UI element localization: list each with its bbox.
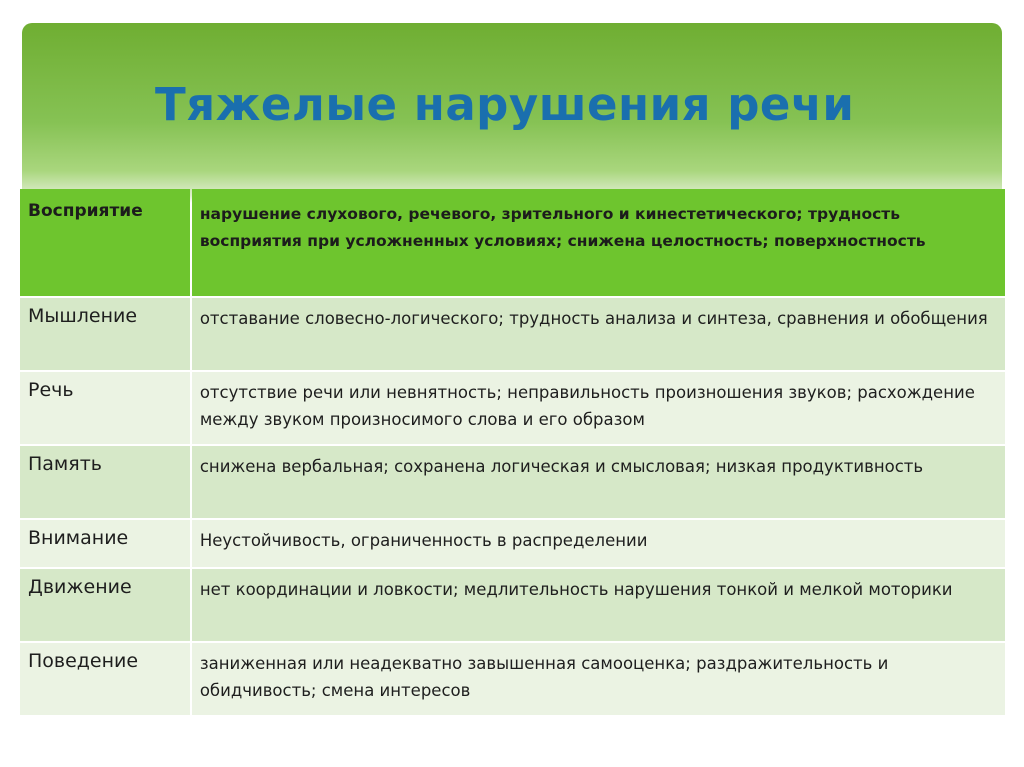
row-parameter: Память	[20, 446, 190, 518]
table-row	[20, 569, 1005, 641]
speech-disorders-table	[18, 187, 1007, 717]
table-row	[20, 298, 1005, 370]
row-description: заниженная или неадекватно завышенная самооценка; раздражительность и обидчивость; смена интересов	[192, 643, 1005, 715]
row-description: отставание словесно-логического; трудность анализа и синтеза, сравнения и обобщения	[192, 298, 1005, 370]
row-description: отсутствие речи или невнятность; неправильность произношения звуков; расхождение между звуком произносимого слова и его образом	[192, 372, 1005, 444]
slide-title: Тяжелые нарушения речи	[155, 78, 855, 131]
row-parameter: Речь	[20, 372, 190, 444]
row-description: снижена вербальная; сохранена логическая и смысловая; низкая продуктивность	[192, 446, 1005, 518]
row-parameter: Поведение	[20, 643, 190, 715]
row-parameter: Восприятие	[20, 189, 190, 296]
table-row	[20, 446, 1005, 518]
table-row	[20, 372, 1005, 444]
row-description: Неустойчивость, ограниченность в распределении	[192, 520, 1005, 567]
row-parameter: Мышление	[20, 298, 190, 370]
row-parameter: Внимание	[20, 520, 190, 567]
table-row	[20, 189, 1005, 296]
table-row	[20, 520, 1005, 567]
row-description: нарушение слухового, речевого, зрительного и кинестетического; трудность восприятия при усложненных условиях; снижена целостность; поверхностность	[192, 189, 1005, 296]
row-description: нет координации и ловкости; медлительность нарушения тонкой и мелкой моторики	[192, 569, 1005, 641]
row-parameter: Движение	[20, 569, 190, 641]
table-row	[20, 643, 1005, 715]
